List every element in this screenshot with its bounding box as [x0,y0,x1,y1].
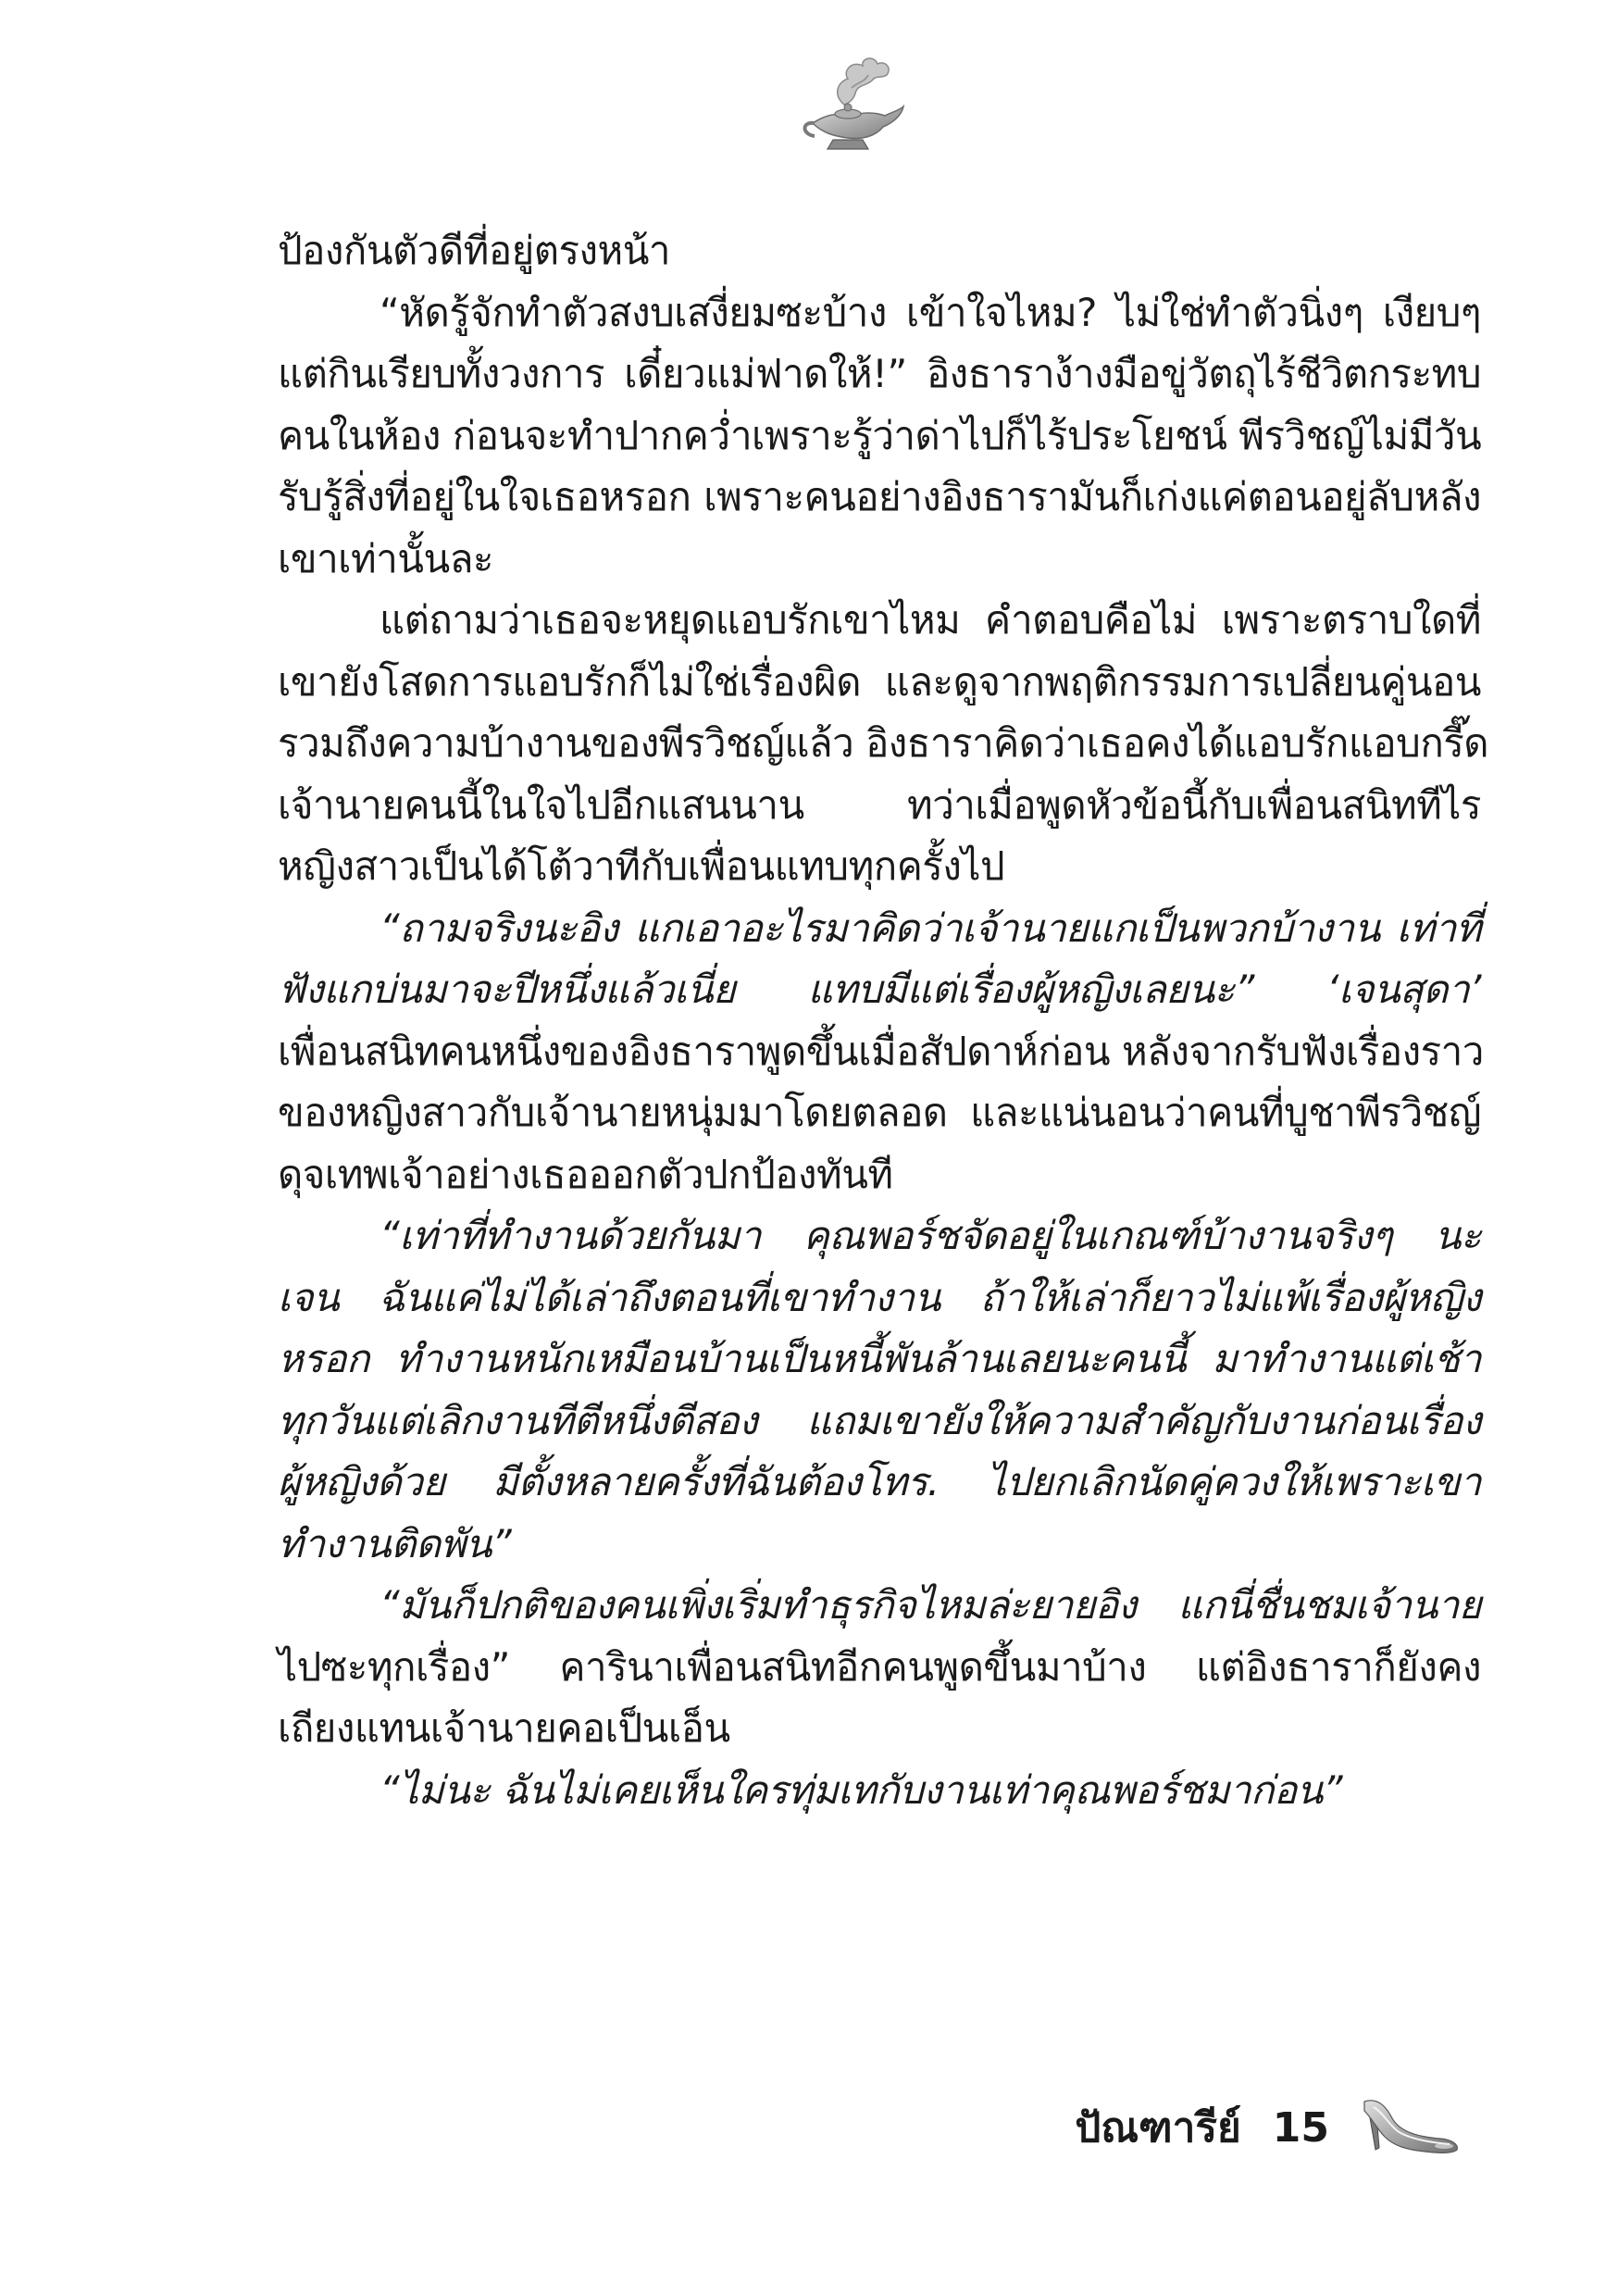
text-line: “มันก็ปกติของคนเพิ่งเริ่มทำธุรกิจไหมล่ะยายอิง แกนี่ชื่นชมเจ้านาย [380,1582,1481,1628]
genie-lamp-icon [796,51,907,162]
text-line: หรอก ทำงานหนักเหมือนบ้านเป็นหนี้พันล้านเลยนะคนนี้ มาทำงานแต่เช้า [278,1336,1481,1381]
text-line: ผู้หญิงด้วย มีตั้งหลายครั้งที่ฉันต้องโทร. ไปยกเลิกนัดคู่ควงให้เพราะเขา [278,1459,1481,1504]
page-footer [1075,2090,1462,2165]
text-line: เขายังโสดการแอบรักก็ไม่ใช่เรื่องผิด และดูจากพฤติกรรมการเปลี่ยนคู่นอน [278,658,1481,705]
text-line: เพื่อนสนิทคนหนึ่งของอิงธาราพูดขึ้นเมื่อสัปดาห์ก่อน หลังจากรับฟังเรื่องราว [278,1028,1484,1074]
text-line: “หัดรู้จักทำตัวสงบเสงี่ยมซะบ้าง เข้าใจไหม? ไม่ใช่ทำตัวนิ่งๆ เงียบๆ [380,289,1481,335]
text-line: “ไม่นะ ฉันไม่เคยเห็นใครทุ่มเทกับงานเท่าคุณพอร์ชมาก่อน” [380,1766,1343,1813]
text-line: ทำงานติดพัน” [278,1520,512,1566]
page-number: 15 [1272,2103,1329,2152]
text-line: เถียงแทนเจ้านายคอเป็นเอ็น [278,1705,730,1751]
text-line: หญิงสาวเป็นได้โต้วาทีกับเพื่อนแทบทุกครั้งไป [278,843,1005,889]
text-line: ป้องกันตัวดีที่อยู่ตรงหน้า [278,228,671,273]
text-line: เจน ฉันแค่ไม่ได้เล่าถึงตอนที่เขาทำงาน ถ้าให้เล่าก็ยาวไม่แพ้เรื่องผู้หญิง [278,1274,1481,1320]
text-line: “เท่าที่ทำงานด้วยกันมา คุณพอร์ชจัดอยู่ในเกณฑ์บ้างานจริงๆ นะ [380,1213,1481,1258]
text-line: คนในห้อง ก่อนจะทำปากคว่ำเพราะรู้ว่าด่าไปก็ไร้ประโยชน์ พีรวิชญ์ไม่มีวัน [278,412,1482,458]
text-line: เขาเท่านั้นละ [278,535,493,581]
book-title: ปัณฑารีย์ [1075,2104,1241,2152]
text-line: รับรู้สิ่งที่อยู่ในใจเธอหรอก เพราะคนอย่างอิงธารามันก็เก่งแค่ตอนอยู่ลับหลัง [278,474,1481,519]
text-line: ของหญิงสาวกับเจ้านายหนุ่มมาโดยตลอด และแน่นอนว่าคนที่บูชาพีรวิชญ์ [278,1090,1481,1135]
text-line: เจ้านายคนนี้ในใจไปอีกแสนนาน ทว่าเมื่อพูดหัวข้อนี้กับเพื่อนสนิททีไร [278,781,1481,828]
text-line: “ถามจริงนะอิง แกเอาอะไรมาคิดว่าเจ้านายแกเป็นพวกบ้างาน เท่าที่ [380,905,1481,951]
text-line: ดุจเทพเจ้าอย่างเธอออกตัวปกป้องทันที [278,1151,893,1197]
text-line: ไปซะทุกเรื่อง” คารินาเพื่อนสนิทอีกคนพูดขึ้นมาบ้าง แต่อิงธาราก็ยังคง [278,1643,1481,1690]
text-line: แต่ถามว่าเธอจะหยุดแอบรักเขาไหม คำตอบคือไม่ เพราะตราบใดที่ [380,597,1481,643]
high-heel-shoe-icon [1351,2090,1462,2165]
text-line: รวมถึงความบ้างานของพีรวิชญ์แล้ว อิงธาราคิดว่าเธอคงได้แอบรักแอบกรี๊ด [278,720,1489,766]
body-text [278,220,1489,1821]
text-line: แต่กินเรียบทั้งวงการ เดี๋ยวแม่ฟาดให้!” อิงธาราง้างมือขู่วัตถุไร้ชีวิตกระทบ [278,351,1481,396]
text-line: ฟังแกบ่นมาจะปีหนึ่งแล้วเนี่ย แทบมีแต่เรื่องผู้หญิงเลยนะ” ‘เจนสุดา’ [278,967,1481,1012]
text-line: ทุกวันแต่เลิกงานทีตีหนึ่งตีสอง แถมเขายังให้ความสำคัญกับงานก่อนเรื่อง [278,1397,1481,1443]
